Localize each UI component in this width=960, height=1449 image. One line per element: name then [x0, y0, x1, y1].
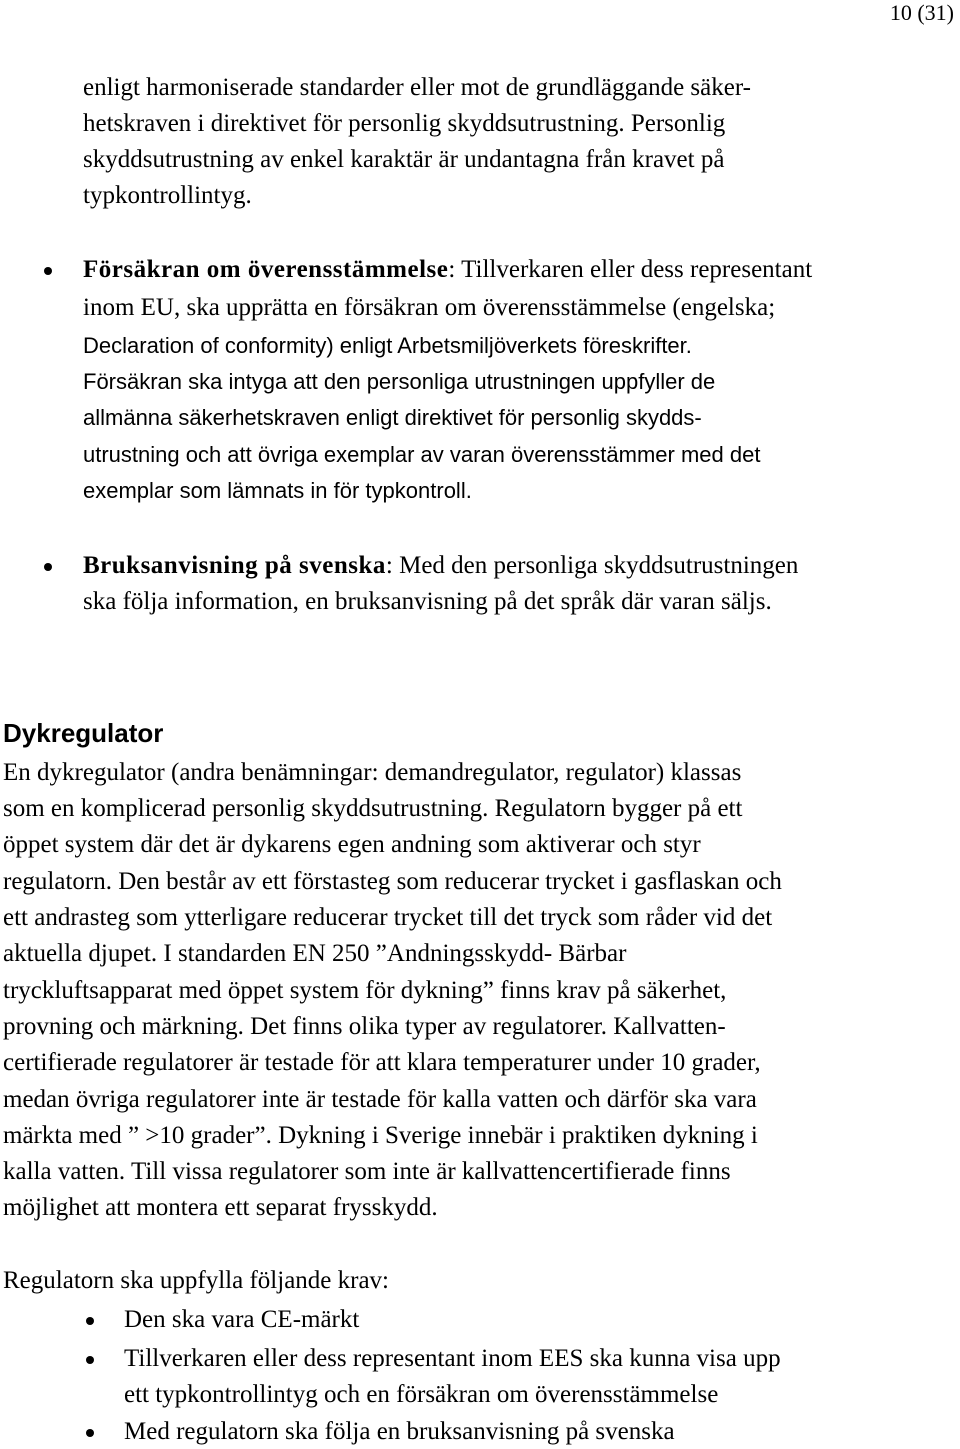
paragraph-line: provning och märkning. Det finns olika typer av regulatorer. Kallvatten- — [3, 1013, 726, 1040]
bullet-icon — [44, 563, 52, 571]
paragraph-line: certifierade regulatorer är testade för att klara temperaturer under 10 grader, — [3, 1049, 761, 1076]
list-item-line: Declaration of conformity) enligt Arbetsmiljöverkets föreskrifter. — [83, 333, 692, 358]
list-item-term: Bruksanvisning på svenska — [83, 552, 386, 579]
list-item-line: allmänna säkerhetskraven enligt direktivet för personlig skydds- — [83, 405, 702, 430]
paragraph-line: möjlighet att montera ett separat frysskydd. — [3, 1194, 438, 1221]
paragraph-line: aktuella djupet. I standarden EN 250 ”Andningsskydd- Bärbar — [3, 940, 627, 967]
paragraph-line: hetskraven i direktivet för personlig skyddsutrustning. Personlig — [83, 110, 726, 137]
paragraph-line: märkta med ” >10 grader”. Dykning i Sverige innebär i praktiken dykning i — [3, 1122, 758, 1149]
bullet-icon — [86, 1429, 94, 1437]
list-item-term: Försäkran om överensstämmelse — [83, 256, 449, 283]
paragraph-line: En dykregulator (andra benämningar: demandregulator, regulator) klassas — [3, 759, 742, 786]
list-item-first-line — [83, 550, 798, 582]
page-number: 10 (31) — [889, 0, 954, 25]
paragraph-line: medan övriga regulatorer inte är testade för kalla vatten och därför ska vara — [3, 1086, 757, 1113]
list-item-lead: : Med den personliga skyddsutrustningen — [385, 552, 799, 579]
paragraph-line: öppet system där det är dykarens egen andning som aktiverar och styr — [3, 831, 701, 858]
section-heading: Dykregulator — [3, 718, 164, 748]
bullet-icon — [86, 1356, 94, 1364]
list-item-line: exemplar som lämnats in för typkontroll. — [83, 478, 472, 503]
paragraph-line: tryckluftsapparat med öppet system för dykning” finns krav på säkerhet, — [3, 977, 727, 1004]
list-item-line: Med regulatorn ska följa en bruksanvisning på svenska — [124, 1418, 675, 1445]
list-item-line: Den ska vara CE-märkt — [124, 1306, 360, 1333]
bullet-icon — [44, 267, 52, 275]
bullet-icon — [86, 1317, 94, 1325]
paragraph-line: regulatorn. Den består av ett förstasteg som reducerar trycket i gasflaskan och — [3, 868, 782, 895]
paragraph-line: skyddsutrustning av enkel karaktär är undantagna från kravet på — [83, 146, 725, 173]
list-item-line: utrustning och att övriga exemplar av varan överensstämmer med det — [83, 442, 761, 467]
requirements-intro: Regulatorn ska uppfylla följande krav: — [3, 1267, 389, 1294]
list-item-line: ett typkontrollintyg och en försäkran om överensstämmelse — [124, 1381, 719, 1408]
list-item-line: Tillverkaren eller dess representant inom EES ska kunna visa upp — [124, 1345, 781, 1372]
paragraph-line: kalla vatten. Till vissa regulatorer som inte är kallvattencertifierade finns — [3, 1158, 731, 1185]
paragraph-line: enligt harmoniserade standarder eller mot de grundläggande säker- — [83, 74, 751, 101]
paragraph-line: som en komplicerad personlig skyddsutrustning. Regulatorn bygger på ett — [3, 795, 743, 822]
list-item-lead: : Tillverkaren eller dess representant — [448, 256, 813, 283]
list-item-line: Försäkran ska intyga att den personliga utrustningen uppfyller de — [83, 369, 716, 394]
paragraph-line: typkontrollintyg. — [83, 182, 252, 209]
list-item-line: ska följa information, en bruksanvisning på det språk där varan säljs. — [83, 588, 772, 615]
list-item-line: inom EU, ska upprätta en försäkran om överensstämmelse (engelska; — [83, 294, 776, 321]
paragraph-line: ett andrasteg som ytterligare reducerar trycket till det tryck som råder vid det — [3, 904, 773, 931]
list-item-first-line — [83, 254, 812, 286]
